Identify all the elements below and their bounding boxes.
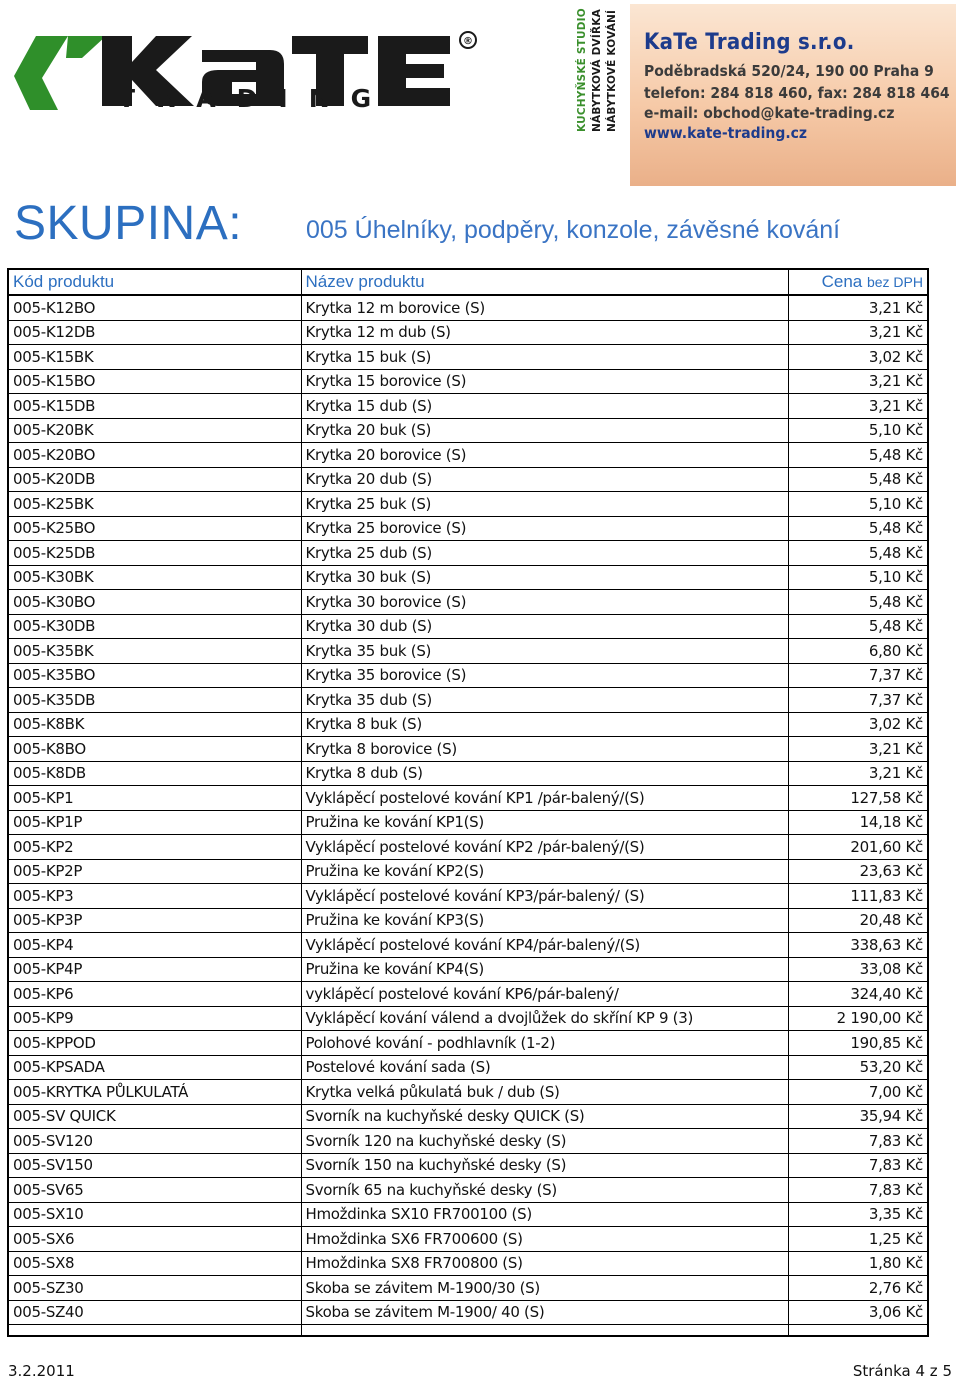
table-row	[8, 443, 928, 468]
product-price-cell: 5,48 Kč	[788, 516, 928, 541]
product-name-cell: Krytka velká půkulatá buk / dub (S)	[301, 1080, 788, 1105]
product-code-cell: 005-KP2	[8, 835, 301, 860]
product-code-cell: 005-K15DB	[8, 394, 301, 419]
logo-graphic	[6, 14, 566, 134]
product-code-cell: 005-K25DB	[8, 541, 301, 566]
group-name: 005 Úhelníky, podpěry, konzole, závěsné kování	[306, 216, 841, 244]
product-code-cell: 005-K20BO	[8, 443, 301, 468]
empty-cell	[788, 1325, 928, 1337]
product-code-cell: 005-K35DB	[8, 688, 301, 713]
banner-line-1: KUCHYŇSKÉ STUDIO	[576, 8, 588, 132]
product-price-cell: 5,48 Kč	[788, 467, 928, 492]
table-row	[8, 982, 928, 1007]
table-row	[8, 1276, 928, 1301]
product-code-cell: 005-KP1	[8, 786, 301, 811]
product-name-cell: Vyklápěcí kování válend a dvojlůžek do skříní KP 9 (3)	[301, 1006, 788, 1031]
table-row	[8, 663, 928, 688]
table-row	[8, 1251, 928, 1276]
product-price-cell: 35,94 Kč	[788, 1104, 928, 1129]
header-code: Kód produktu	[8, 269, 301, 295]
product-price-cell: 2 190,00 Kč	[788, 1006, 928, 1031]
product-name-cell: Krytka 20 borovice (S)	[301, 443, 788, 468]
table-row	[8, 1300, 928, 1325]
table-row	[8, 933, 928, 958]
table-row	[8, 908, 928, 933]
product-name-cell: Krytka 25 borovice (S)	[301, 516, 788, 541]
product-name-cell: Krytka 35 borovice (S)	[301, 663, 788, 688]
table-row	[8, 1104, 928, 1129]
table-row	[8, 295, 928, 320]
product-code-cell: 005-K8BO	[8, 737, 301, 762]
table-spacer-row	[8, 1325, 928, 1337]
product-price-cell: 7,83 Kč	[788, 1153, 928, 1178]
table-row	[8, 565, 928, 590]
table-row	[8, 492, 928, 517]
product-name-cell: Pružina ke kování KP4(S)	[301, 957, 788, 982]
product-code-cell: 005-KP4	[8, 933, 301, 958]
product-code-cell: 005-SV65	[8, 1178, 301, 1203]
product-price-cell: 53,20 Kč	[788, 1055, 928, 1080]
registered-mark: ®	[463, 36, 473, 47]
product-code-cell: 005-K35BO	[8, 663, 301, 688]
product-code-cell: 005-K8DB	[8, 761, 301, 786]
banner-line-2: NÁBYTKOVÁ DVÍŘKA	[591, 9, 603, 132]
product-code-cell: 005-SV QUICK	[8, 1104, 301, 1129]
product-price-cell: 6,80 Kč	[788, 639, 928, 664]
company-email[interactable]: e-mail: obchod@kate-trading.cz	[644, 104, 895, 122]
product-price-cell: 338,63 Kč	[788, 933, 928, 958]
product-name-cell: Krytka 15 dub (S)	[301, 394, 788, 419]
product-price-cell: 5,48 Kč	[788, 541, 928, 566]
product-price-cell: 33,08 Kč	[788, 957, 928, 982]
table-row	[8, 369, 928, 394]
empty-cell	[301, 1325, 788, 1337]
product-code-cell: 005-KPSADA	[8, 1055, 301, 1080]
footer-date: 3.2.2011	[8, 1362, 75, 1380]
product-name-cell: Krytka 15 buk (S)	[301, 345, 788, 370]
product-name-cell: Pružina ke kování KP2(S)	[301, 859, 788, 884]
table-row	[8, 1129, 928, 1154]
product-name-cell: Krytka 30 dub (S)	[301, 614, 788, 639]
product-name-cell: Krytka 30 buk (S)	[301, 565, 788, 590]
product-name-cell: Svorník na kuchyňské desky QUICK (S)	[301, 1104, 788, 1129]
table-row	[8, 859, 928, 884]
product-price-cell: 7,83 Kč	[788, 1129, 928, 1154]
product-code-cell: 005-SX10	[8, 1202, 301, 1227]
product-code-cell: 005-SZ40	[8, 1300, 301, 1325]
product-price-cell: 3,02 Kč	[788, 345, 928, 370]
product-code-cell: 005-SX8	[8, 1251, 301, 1276]
product-name-cell: Pružina ke kování KP1(S)	[301, 810, 788, 835]
product-code-cell: 005-KP6	[8, 982, 301, 1007]
product-code-cell: 005-K25BO	[8, 516, 301, 541]
product-code-cell: 005-KP3	[8, 884, 301, 909]
product-price-cell: 5,10 Kč	[788, 418, 928, 443]
product-price-cell: 3,21 Kč	[788, 394, 928, 419]
product-price-cell: 7,37 Kč	[788, 663, 928, 688]
product-code-cell: 005-K12DB	[8, 320, 301, 345]
product-name-cell: Vyklápěcí postelové kování KP3/pár-balený/ (S)	[301, 884, 788, 909]
company-name: KaTe Trading s.r.o.	[644, 30, 855, 55]
table-row	[8, 516, 928, 541]
table-row	[8, 835, 928, 860]
product-price-cell: 3,02 Kč	[788, 712, 928, 737]
product-code-cell: 005-SZ30	[8, 1276, 301, 1301]
product-code-cell: 005-KPPOD	[8, 1031, 301, 1056]
logo-subtitle: TRADING	[118, 84, 393, 113]
product-price-cell: 190,85 Kč	[788, 1031, 928, 1056]
product-price-cell: 3,21 Kč	[788, 761, 928, 786]
group-label: SKUPINA:	[14, 197, 243, 250]
table-row	[8, 1006, 928, 1031]
product-code-cell: 005-K30BO	[8, 590, 301, 615]
table-row	[8, 1055, 928, 1080]
table-row	[8, 1080, 928, 1105]
product-code-cell: 005-K20BK	[8, 418, 301, 443]
product-price-cell: 2,76 Kč	[788, 1276, 928, 1301]
product-name-cell: Skoba se závitem M-1900/ 40 (S)	[301, 1300, 788, 1325]
product-code-cell: 005-KP9	[8, 1006, 301, 1031]
header-price-suffix: bez DPH	[866, 274, 923, 290]
product-price-cell: 324,40 Kč	[788, 982, 928, 1007]
product-code-cell: 005-KRYTKA PŮLKULATÁ	[8, 1080, 301, 1105]
product-price-cell: 5,48 Kč	[788, 614, 928, 639]
table-row	[8, 810, 928, 835]
table-row	[8, 1227, 928, 1252]
product-name-cell: Svorník 120 na kuchyňské desky (S)	[301, 1129, 788, 1154]
product-name-cell: Svorník 65 na kuchyňské desky (S)	[301, 1178, 788, 1203]
product-name-cell: Krytka 25 dub (S)	[301, 541, 788, 566]
product-name-cell: Krytka 12 m dub (S)	[301, 320, 788, 345]
product-price-cell: 5,48 Kč	[788, 590, 928, 615]
product-price-cell: 3,21 Kč	[788, 369, 928, 394]
product-code-cell: 005-K15BK	[8, 345, 301, 370]
product-code-cell: 005-K12BO	[8, 295, 301, 320]
table-row	[8, 737, 928, 762]
product-price-cell: 111,83 Kč	[788, 884, 928, 909]
product-code-cell: 005-K20DB	[8, 467, 301, 492]
side-banner	[574, 8, 624, 136]
product-name-cell: Krytka 8 dub (S)	[301, 761, 788, 786]
product-price-cell: 5,10 Kč	[788, 492, 928, 517]
product-code-cell: 005-KP3P	[8, 908, 301, 933]
product-code-cell: 005-SV120	[8, 1129, 301, 1154]
product-code-cell: 005-K25BK	[8, 492, 301, 517]
table-row	[8, 467, 928, 492]
product-name-cell: Svorník 150 na kuchyňské desky (S)	[301, 1153, 788, 1178]
product-price-cell: 14,18 Kč	[788, 810, 928, 835]
table-row	[8, 418, 928, 443]
product-name-cell: Postelové kování sada (S)	[301, 1055, 788, 1080]
product-price-cell: 20,48 Kč	[788, 908, 928, 933]
product-price-cell: 3,21 Kč	[788, 737, 928, 762]
product-name-cell: Hmoždinka SX6 FR700600 (S)	[301, 1227, 788, 1252]
company-website[interactable]: www.kate-trading.cz	[644, 124, 808, 142]
header-price	[788, 269, 928, 295]
product-name-cell: Krytka 35 dub (S)	[301, 688, 788, 713]
product-price-cell: 3,35 Kč	[788, 1202, 928, 1227]
product-price-cell: 1,80 Kč	[788, 1251, 928, 1276]
table-row	[8, 1153, 928, 1178]
kate-trading-logo	[6, 14, 566, 134]
table-row	[8, 345, 928, 370]
table-body	[8, 295, 928, 1336]
product-price-cell: 1,25 Kč	[788, 1227, 928, 1252]
product-price-cell: 201,60 Kč	[788, 835, 928, 860]
product-name-cell: Krytka 25 buk (S)	[301, 492, 788, 517]
table-row	[8, 761, 928, 786]
empty-cell	[8, 1325, 301, 1337]
table-row	[8, 590, 928, 615]
product-name-cell: Krytka 30 borovice (S)	[301, 590, 788, 615]
table-row	[8, 884, 928, 909]
product-code-cell: 005-K15BO	[8, 369, 301, 394]
table-header-row	[8, 269, 928, 295]
product-price-cell: 3,06 Kč	[788, 1300, 928, 1325]
product-price-cell: 3,21 Kč	[788, 295, 928, 320]
product-name-cell: Vyklápěcí postelové kování KP2 /pár-balený/(S)	[301, 835, 788, 860]
product-name-cell: Krytka 12 m borovice (S)	[301, 295, 788, 320]
footer-page-number: Stránka 4 z 5	[852, 1362, 952, 1380]
table-row	[8, 1202, 928, 1227]
table-row	[8, 639, 928, 664]
table-row	[8, 688, 928, 713]
product-price-cell: 7,00 Kč	[788, 1080, 928, 1105]
product-price-cell: 7,37 Kč	[788, 688, 928, 713]
company-phone: telefon: 284 818 460, fax: 284 818 464	[644, 84, 950, 102]
product-code-cell: 005-SV150	[8, 1153, 301, 1178]
table-row	[8, 541, 928, 566]
product-code-cell: 005-K8BK	[8, 712, 301, 737]
table-row	[8, 320, 928, 345]
contact-box	[630, 4, 956, 186]
product-price-cell: 127,58 Kč	[788, 786, 928, 811]
table-row	[8, 394, 928, 419]
product-name-cell: Hmoždinka SX10 FR700100 (S)	[301, 1202, 788, 1227]
product-name-cell: Hmoždinka SX8 FR700800 (S)	[301, 1251, 788, 1276]
table-row	[8, 712, 928, 737]
header-name: Název produktu	[301, 269, 788, 295]
table-row	[8, 1178, 928, 1203]
product-price-cell: 5,10 Kč	[788, 565, 928, 590]
product-price-cell: 3,21 Kč	[788, 320, 928, 345]
table-row	[8, 1031, 928, 1056]
product-code-cell: 005-SX6	[8, 1227, 301, 1252]
product-name-cell: Pružina ke kování KP3(S)	[301, 908, 788, 933]
product-code-cell: 005-KP2P	[8, 859, 301, 884]
table-row	[8, 786, 928, 811]
company-address: Poděbradská 520/24, 190 00 Praha 9	[644, 62, 934, 80]
product-price-cell: 7,83 Kč	[788, 1178, 928, 1203]
header-price-label: Cena	[821, 272, 863, 291]
product-name-cell: Krytka 20 dub (S)	[301, 467, 788, 492]
table-row	[8, 957, 928, 982]
product-code-cell: 005-K30DB	[8, 614, 301, 639]
product-price-cell: 23,63 Kč	[788, 859, 928, 884]
product-name-cell: Krytka 20 buk (S)	[301, 418, 788, 443]
product-name-cell: Polohové kování - podhlavník (1-2)	[301, 1031, 788, 1056]
product-name-cell: Krytka 15 borovice (S)	[301, 369, 788, 394]
product-price-cell: 5,48 Kč	[788, 443, 928, 468]
table-row	[8, 614, 928, 639]
product-name-cell: Krytka 8 borovice (S)	[301, 737, 788, 762]
product-name-cell: Vyklápěcí postelové kování KP4/pár-balený/(S)	[301, 933, 788, 958]
product-name-cell: Skoba se závitem M-1900/30 (S)	[301, 1276, 788, 1301]
price-table	[7, 268, 929, 1337]
product-name-cell: vyklápěcí postelové kování KP6/pár-balený/	[301, 982, 788, 1007]
product-name-cell: Krytka 35 buk (S)	[301, 639, 788, 664]
banner-line-3: NÁBYTKOVÉ KOVÁNÍ	[606, 9, 618, 132]
product-name-cell: Krytka 8 buk (S)	[301, 712, 788, 737]
product-code-cell: 005-K35BK	[8, 639, 301, 664]
product-code-cell: 005-K30BK	[8, 565, 301, 590]
product-code-cell: 005-KP4P	[8, 957, 301, 982]
product-name-cell: Vyklápěcí postelové kování KP1 /pár-balený/(S)	[301, 786, 788, 811]
product-code-cell: 005-KP1P	[8, 810, 301, 835]
